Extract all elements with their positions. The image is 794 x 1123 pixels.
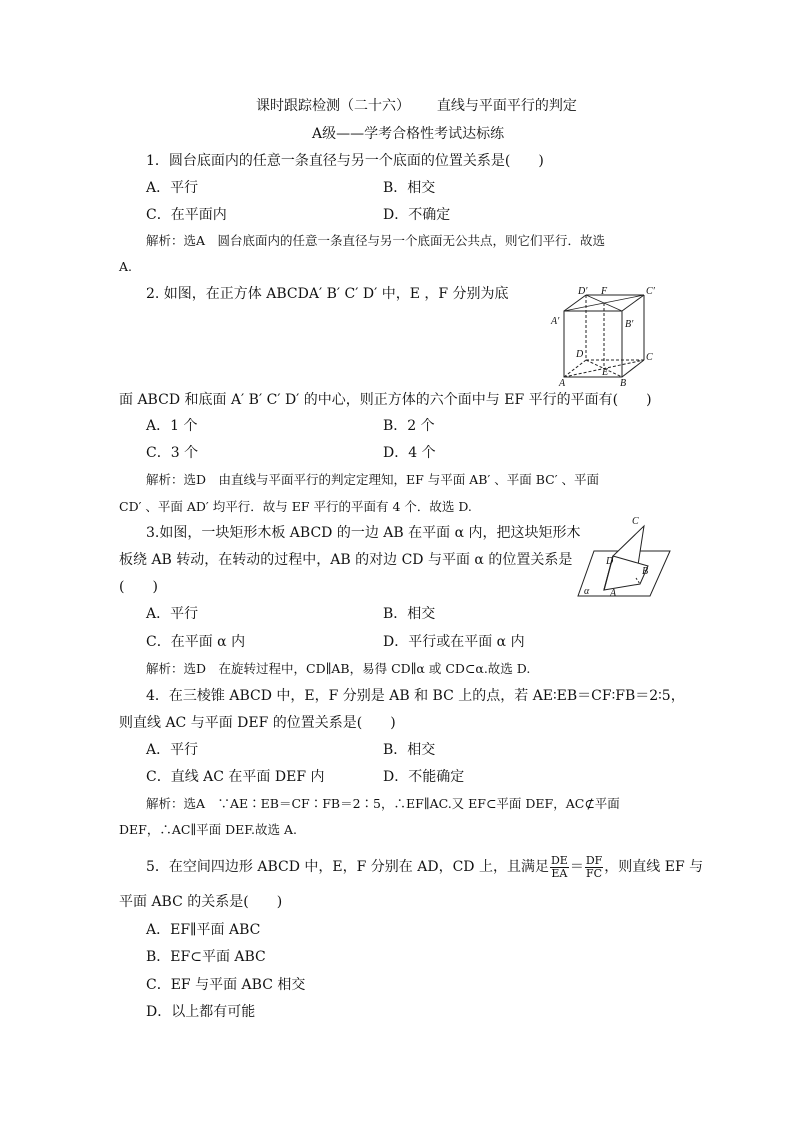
label-b-prime: B′ bbox=[625, 319, 634, 330]
frac1-denominator: EA bbox=[551, 866, 568, 880]
q2-option-a: A．1 个 bbox=[146, 418, 198, 434]
label-b: B bbox=[642, 566, 649, 577]
equals-sign: ＝ bbox=[569, 859, 584, 875]
q2-stem-line2: 面 ABCD 和底面 A′ B′ C′ D′ 的中心，则正方体的六个面中与 EF 平行的平面有( ) bbox=[119, 392, 652, 408]
label-d-prime: D′ bbox=[578, 286, 588, 297]
label-e: E bbox=[602, 367, 609, 378]
q4-option-a: A．平行 bbox=[146, 742, 199, 758]
q2-answer-line1: 解析：选D 由直线与平面平行的判定定理知，EF 与平面 AB′ 、平面 BC′ 、平面 bbox=[146, 472, 600, 487]
label-a-prime: A′ bbox=[551, 316, 560, 327]
label-f: F bbox=[601, 286, 608, 297]
page-subtitle: A级——学考合格性考试达标练 bbox=[312, 126, 505, 142]
q5-stem-pre: 5．在空间四边形 ABCD 中，E，F 分别在 AD，CD 上，且满足 bbox=[146, 859, 549, 875]
q1-stem: 1．圆台底面内的任意一条直径与另一个底面的位置关系是( ) bbox=[146, 153, 544, 169]
label-a: A bbox=[559, 378, 566, 388]
q1-option-a: A．平行 bbox=[146, 180, 199, 196]
q3-option-c: C．在平面 α 内 bbox=[146, 634, 246, 650]
q5-stem-line1 bbox=[146, 852, 703, 882]
label-alpha: α bbox=[584, 586, 590, 597]
q4-stem-line1: 4．在三棱锥 ABCD 中，E，F 分别是 AB 和 BC 上的点，若 AE∶EB＝CF∶FB＝2∶5， bbox=[146, 688, 685, 704]
q1-option-c: C．在平面内 bbox=[146, 207, 227, 223]
q1-option-b: B．相交 bbox=[383, 180, 436, 196]
q3-stem-line2: 板绕 AB 转动，在转动的过程中，AB 的对边 CD 与平面 α 的位置关系是 bbox=[119, 552, 573, 568]
q1-answer-line1: 解析：选A 圆台底面内的任意一条直径与另一个底面无公共点，则它们平行．故选 bbox=[146, 233, 606, 248]
q5-option-b: B．EF⊂平面 ABC bbox=[146, 949, 266, 965]
label-d: D bbox=[606, 556, 614, 567]
q5-option-d: D．以上都有可能 bbox=[146, 1004, 256, 1020]
q5-stem-post: ，则直线 EF 与 bbox=[604, 859, 704, 875]
fraction-de-ea bbox=[550, 855, 569, 880]
q1-option-d: D．不确定 bbox=[383, 207, 451, 223]
q2-option-c: C．3 个 bbox=[146, 445, 199, 461]
q4-option-b: B．相交 bbox=[383, 742, 436, 758]
label-d: D bbox=[576, 349, 584, 360]
q2-option-b: B．2 个 bbox=[383, 418, 435, 434]
q3-option-b: B．相交 bbox=[383, 606, 436, 622]
page-title bbox=[256, 95, 577, 115]
label-c: C bbox=[632, 516, 639, 527]
label-c-prime: C′ bbox=[646, 286, 655, 297]
q1-answer-line2: A. bbox=[119, 259, 133, 274]
title-main: 课时跟踪检测（二十六） bbox=[256, 98, 410, 114]
label-b: B bbox=[620, 378, 627, 388]
q2-option-d: D．4 个 bbox=[383, 445, 436, 461]
q2-stem-line1: 2. 如图，在正方体 ABCDA′ B′ C′ D′ 中，E ，F 分别为底 bbox=[146, 286, 509, 302]
q3-stem-line3: ( ) bbox=[119, 579, 158, 595]
title-topic: 直线与平面平行的判定 bbox=[436, 98, 577, 114]
fraction-df-fc bbox=[585, 855, 603, 880]
q4-option-c: C．直线 AC 在平面 DEF 内 bbox=[146, 769, 325, 785]
q3-answer-line1: 解析：选D 在旋转过程中，CD∥AB，易得 CD∥α 或 CD⊂α.故选 D. bbox=[146, 661, 531, 676]
label-c: C bbox=[646, 352, 653, 363]
q3-option-d: D．平行或在平面 α 内 bbox=[383, 634, 525, 650]
q3-stem-line1: 3.如图，一块矩形木板 ABCD 的一边 AB 在平面 α 内，把这块矩形木 bbox=[146, 525, 581, 541]
plane-board-figure bbox=[576, 514, 672, 598]
frac2-numerator: DF bbox=[585, 853, 603, 867]
q5-option-c: C．EF 与平面 ABC 相交 bbox=[146, 977, 306, 993]
frac1-numerator: DE bbox=[550, 853, 568, 867]
q5-option-a: A．EF∥平面 ABC bbox=[146, 922, 261, 938]
q4-option-d: D．不能确定 bbox=[383, 769, 465, 785]
cube-figure bbox=[550, 286, 660, 388]
frac2-denominator: FC bbox=[586, 866, 603, 880]
q4-answer-line2: DEF，∴AC∥平面 DEF.故选 A. bbox=[119, 822, 297, 837]
q3-option-a: A．平行 bbox=[146, 606, 199, 622]
q4-stem-line2: 则直线 AC 与平面 DEF 的位置关系是( ) bbox=[119, 715, 396, 731]
q2-answer-line2: CD′ 、平面 AD′ 均平行．故与 EF 平行的平面有 4 个．故选 D. bbox=[119, 499, 472, 514]
q5-stem-line2: 平面 ABC 的关系是( ) bbox=[119, 894, 283, 910]
label-a: A bbox=[610, 588, 617, 598]
cube-front-face bbox=[564, 311, 622, 377]
q4-answer-line1: 解析：选A ∵AE∶EB＝CF∶FB＝2∶5，∴EF∥AC.又 EF⊂平面 DEF，AC⊄平面 bbox=[146, 796, 620, 811]
